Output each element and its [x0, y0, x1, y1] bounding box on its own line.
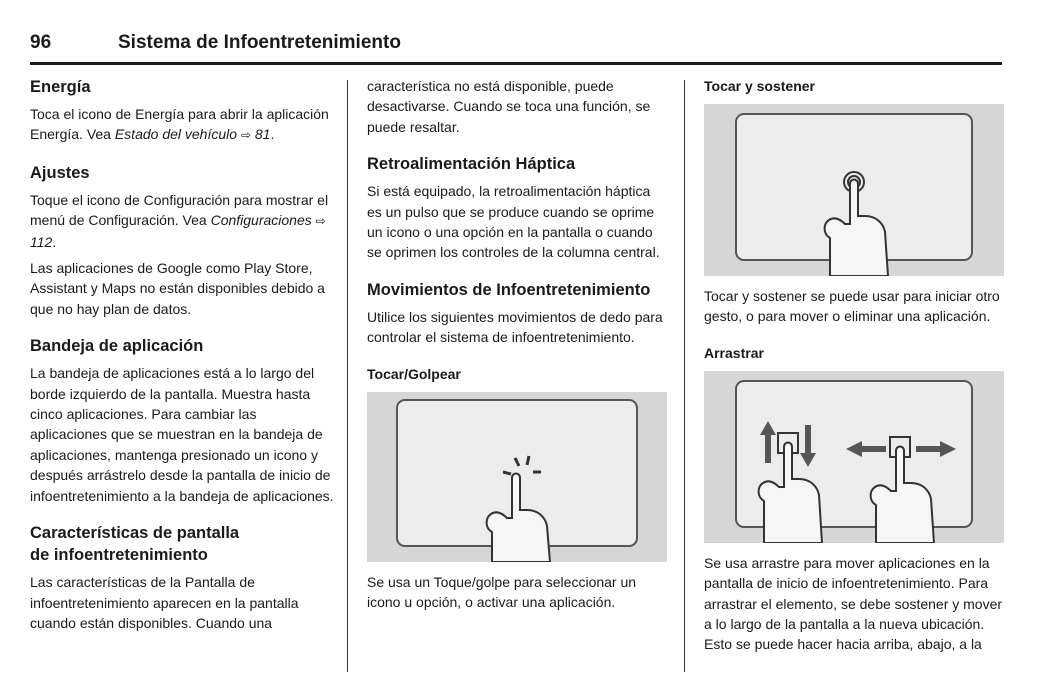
page-ref-icon: ⇨: [315, 214, 326, 229]
bandeja-text: La bandeja de aplicaciones está a lo largo del borde izquierdo de la pantalla. Muestra hasta cinco aplicaciones. Para cambiar las aplicaciones que se muestran en la bandeja de aplicaciones, mantenga presionado un icono y después arrástrelo desde la pantalla de inicio de infoentretenimiento a la bandeja de aplicaciones.: [30, 365, 334, 504]
haptica-text: Si está equipado, la retroalimentación háptica es un pulso que se produce cuando se oprime un icono o una opción en la pantalla o cuando se oprimen los controles de la columna central.: [367, 183, 660, 261]
bandeja-heading: Bandeja de aplicación: [30, 337, 204, 356]
column-1: [30, 76, 335, 639]
caracteristicas-text: Las características de la Pantalla de infoentretenimiento aparecen en la pantalla cuando están disponibles. Cuando una: [30, 574, 299, 631]
hold-gesture-figure: [704, 104, 1004, 276]
ajustes-ref[interactable]: Configuraciones: [210, 212, 312, 229]
drag-gesture-figure: [704, 371, 1004, 543]
page-header: [30, 30, 1002, 64]
tocar-caption: Se usa un Toque/golpe para seleccionar un icono u opción, o activar una aplicación.: [367, 573, 637, 611]
column-2: [367, 76, 667, 618]
arrastrar-subheading: Arrastrar: [704, 344, 764, 361]
movimientos-heading: Movimientos de Infoentretenimiento: [367, 280, 651, 299]
arrastrar-caption: Se usa arrastre para mover aplicaciones en la pantalla de inicio de infoentretenimiento. Para arrastrar el elemento, se debe sostener y mover a lo largo de la pantalla a la nueva ubicación. Esto se puede hacer hacia arriba, abajo, a la: [704, 554, 1003, 653]
sostener-caption: Tocar y sostener se puede usar para iniciar otro gesto, o para mover o eliminar una aplicación.: [704, 288, 1000, 325]
caracteristicas-heading-2: de infoentretenimiento: [30, 546, 208, 565]
sostener-subheading: Tocar y sostener: [704, 78, 816, 94]
ajustes-page-ref[interactable]: 112: [30, 233, 53, 250]
column-divider: [684, 80, 685, 672]
page-number: 96: [30, 32, 52, 53]
tap-gesture-figure: [367, 392, 667, 562]
column-divider: [347, 80, 348, 672]
column-3: [704, 76, 1004, 661]
tocar-subheading: Tocar/Golpear: [367, 365, 461, 382]
energia-ref[interactable]: Estado del vehículo: [114, 126, 238, 143]
ajustes-note: Las aplicaciones de Google como Play Store, Assistant y Maps no están disponibles debido a que no hay plan de datos.: [30, 260, 325, 317]
header-rule: [30, 62, 1002, 65]
col2-continued-text: característica no está disponible, puede desactivarse. Cuando se toca una función, se puede resaltar.: [367, 78, 651, 135]
energia-heading: Energía: [30, 78, 91, 96]
energia-page-ref[interactable]: 81: [254, 126, 271, 143]
movimientos-text: Utilice los siguientes movimientos de dedo para controlar el sistema de infoentretenimiento.: [367, 308, 663, 346]
header-title: Sistema de Infoentretenimiento: [118, 32, 401, 53]
ajustes-heading: Ajustes: [30, 163, 90, 182]
haptica-heading: Retroalimentación Háptica: [367, 155, 576, 174]
energia-text: Toca el icono de Energía para abrir la aplicación Energía. Vea Estado del vehículo ⇨ 81.: [30, 104, 335, 146]
page-ref-icon: ⇨: [240, 128, 251, 143]
caracteristicas-heading-1: Características de pantalla: [30, 524, 240, 543]
ajustes-text: Toque el icono de Configuración para mostrar el menú de Configuración. Vea Configuraciones ⇨ 112.: [30, 191, 329, 250]
